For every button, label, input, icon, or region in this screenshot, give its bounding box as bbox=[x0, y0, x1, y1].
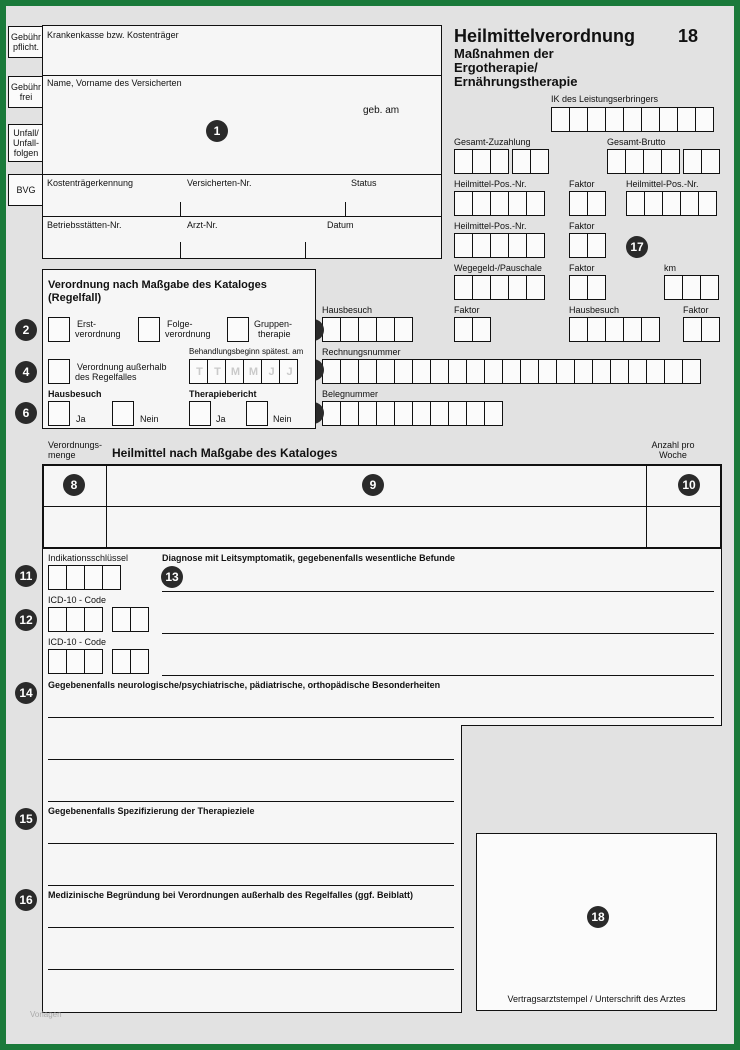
first-prescription-label bbox=[75, 319, 121, 339]
digit-cell[interactable] bbox=[66, 649, 85, 674]
form-title: Heilmittelverordnung bbox=[454, 26, 636, 46]
label-line: Erst- bbox=[77, 319, 96, 329]
digit-cell[interactable] bbox=[683, 317, 702, 342]
digit-cell[interactable] bbox=[48, 607, 67, 632]
writing-line[interactable] bbox=[162, 633, 714, 634]
digit-cell[interactable] bbox=[84, 607, 103, 632]
subtitle-line: Ernährungstherapie bbox=[454, 74, 578, 89]
ik-label: IK des Leistungserbringers bbox=[551, 94, 659, 104]
icd-field-1-ext[interactable] bbox=[112, 607, 148, 632]
receipt-number-label: Belegnummer bbox=[322, 389, 379, 399]
group-therapy-checkbox[interactable] bbox=[227, 317, 249, 342]
indication-label: Indikationsschlüssel bbox=[48, 553, 129, 563]
home-visit-field-2[interactable] bbox=[569, 317, 659, 342]
total-copay-field[interactable] bbox=[454, 149, 548, 174]
outside-regular-label bbox=[75, 362, 167, 382]
digit-cell[interactable] bbox=[569, 233, 588, 258]
insured-number-label: Versicherten-Nr. bbox=[187, 178, 252, 188]
factor-label-2: Faktor bbox=[569, 221, 595, 231]
label-line: Folge- bbox=[167, 319, 193, 329]
status-label: Status bbox=[351, 178, 377, 188]
date-digit-cell[interactable] bbox=[243, 359, 262, 384]
marker-6: 6 bbox=[15, 402, 37, 424]
icd-label-1: ICD-10 - Code bbox=[48, 595, 107, 605]
digit-cell[interactable] bbox=[358, 401, 377, 426]
digit-cell[interactable] bbox=[512, 149, 531, 174]
site-number-label: Betriebsstätten-Nr. bbox=[47, 220, 122, 230]
digit-cell[interactable] bbox=[641, 317, 660, 342]
digit-cell[interactable] bbox=[490, 149, 509, 174]
total-gross-field[interactable] bbox=[607, 149, 719, 174]
digit-cell[interactable] bbox=[538, 359, 557, 384]
digit-cell[interactable] bbox=[466, 359, 485, 384]
digit-cell[interactable] bbox=[376, 317, 395, 342]
date-digit-cell[interactable] bbox=[189, 359, 208, 384]
writing-line[interactable] bbox=[48, 885, 454, 886]
home-visit-label-2: Hausbesuch bbox=[569, 305, 620, 315]
digit-cell[interactable] bbox=[551, 107, 570, 132]
date-placeholder: M bbox=[230, 366, 241, 378]
home-visit-no-label: Nein bbox=[140, 414, 159, 424]
home-visit-heading: Hausbesuch bbox=[48, 389, 102, 399]
icd-field-2-ext[interactable] bbox=[112, 649, 148, 674]
digit-cell[interactable] bbox=[664, 359, 683, 384]
digit-cell[interactable] bbox=[130, 607, 149, 632]
form-subtitle bbox=[454, 47, 578, 89]
name-label: Name, Vorname des Versicherten bbox=[47, 78, 182, 88]
digit-cell[interactable] bbox=[508, 275, 527, 300]
marker-11: 11 bbox=[15, 565, 37, 587]
icd-field-2[interactable] bbox=[48, 649, 102, 674]
remedy-table[interactable] bbox=[42, 464, 722, 549]
digit-cell[interactable] bbox=[454, 275, 473, 300]
writing-line[interactable] bbox=[48, 801, 454, 802]
digit-cell[interactable] bbox=[322, 359, 341, 384]
digit-cell[interactable] bbox=[569, 191, 588, 216]
marker-18: 18 bbox=[587, 906, 609, 928]
marker-4: 4 bbox=[15, 361, 37, 383]
factor-field-5[interactable] bbox=[683, 317, 719, 342]
accident-checkbox[interactable] bbox=[8, 124, 44, 162]
digit-cell[interactable] bbox=[683, 149, 702, 174]
pos-number-label-1: Heilmittel-Pos.-Nr. bbox=[454, 179, 527, 189]
digit-cell[interactable] bbox=[664, 275, 683, 300]
heading-line: (Regelfall) bbox=[48, 292, 102, 304]
ik-field[interactable] bbox=[551, 107, 713, 132]
start-date-field[interactable] bbox=[189, 359, 297, 384]
digit-cell[interactable] bbox=[530, 149, 549, 174]
stamp-signature-box[interactable] bbox=[476, 833, 717, 1011]
outside-regular-checkbox[interactable] bbox=[48, 359, 70, 384]
digit-cell[interactable] bbox=[376, 401, 395, 426]
digit-cell[interactable] bbox=[322, 401, 341, 426]
digit-cell[interactable] bbox=[605, 107, 624, 132]
therapy-report-heading: Therapiebericht bbox=[189, 389, 257, 399]
digit-cell[interactable] bbox=[680, 191, 699, 216]
digit-cell[interactable] bbox=[526, 275, 545, 300]
digit-cell[interactable] bbox=[490, 233, 509, 258]
therapy-report-yes-label: Ja bbox=[216, 414, 226, 424]
digit-cell[interactable] bbox=[701, 317, 720, 342]
digit-cell[interactable] bbox=[472, 191, 491, 216]
digit-cell[interactable] bbox=[623, 107, 642, 132]
marker-15: 15 bbox=[15, 808, 37, 830]
home-visit-label-1: Hausbesuch bbox=[322, 305, 373, 315]
digit-cell[interactable] bbox=[340, 317, 359, 342]
digit-cell[interactable] bbox=[394, 317, 413, 342]
first-prescription-checkbox[interactable] bbox=[48, 317, 70, 342]
home-visit-no-checkbox[interactable] bbox=[112, 401, 134, 426]
label-line: verordnung bbox=[75, 329, 121, 339]
digit-cell[interactable] bbox=[394, 359, 413, 384]
date-placeholder: T bbox=[214, 366, 221, 378]
marker-8: 8 bbox=[63, 474, 85, 496]
date-placeholder: T bbox=[196, 366, 203, 378]
pos-number-field-3[interactable] bbox=[454, 233, 544, 258]
label-line: Woche bbox=[659, 450, 687, 460]
digit-cell[interactable] bbox=[376, 359, 395, 384]
insurer-label: Krankenkasse bzw. Kostenträger bbox=[47, 30, 179, 40]
digit-cell[interactable] bbox=[641, 107, 660, 132]
factor-field-2[interactable] bbox=[569, 233, 605, 258]
digit-cell[interactable] bbox=[454, 317, 473, 342]
remedy-heading: Heilmittel nach Maßgabe des Kataloges bbox=[112, 446, 338, 460]
digit-cell[interactable] bbox=[394, 401, 413, 426]
digit-cell[interactable] bbox=[508, 191, 527, 216]
divider bbox=[43, 75, 441, 76]
digit-cell[interactable] bbox=[520, 359, 539, 384]
digit-cell[interactable] bbox=[112, 649, 131, 674]
digit-cell[interactable] bbox=[569, 107, 588, 132]
marker-1: 1 bbox=[206, 120, 228, 142]
icd-label-2: ICD-10 - Code bbox=[48, 637, 107, 647]
tick bbox=[180, 202, 181, 216]
marker-13: 13 bbox=[161, 566, 183, 588]
digit-cell[interactable] bbox=[84, 565, 103, 590]
digit-cell[interactable] bbox=[430, 401, 449, 426]
therapy-goals-label: Gegebenenfalls Spezifizierung der Therapieziele bbox=[48, 806, 255, 816]
divider bbox=[646, 466, 647, 547]
digit-cell[interactable] bbox=[628, 359, 647, 384]
digit-cell[interactable] bbox=[84, 649, 103, 674]
digit-cell[interactable] bbox=[682, 359, 701, 384]
icd-field-1[interactable] bbox=[48, 607, 102, 632]
digit-cell[interactable] bbox=[659, 107, 678, 132]
pos-number-field-1[interactable] bbox=[454, 191, 544, 216]
invoice-number-label: Rechnungsnummer bbox=[322, 347, 401, 357]
digit-cell[interactable] bbox=[695, 107, 714, 132]
quantity-label bbox=[48, 440, 102, 460]
km-field[interactable] bbox=[664, 275, 718, 300]
digit-cell[interactable] bbox=[448, 401, 467, 426]
tick bbox=[180, 242, 181, 259]
receipt-number-field[interactable] bbox=[322, 401, 502, 426]
label-line: des Regelfalles bbox=[75, 372, 137, 382]
marker-17: 17 bbox=[626, 236, 648, 258]
group-therapy-label bbox=[254, 319, 292, 339]
digit-cell[interactable] bbox=[587, 317, 606, 342]
digit-cell[interactable] bbox=[502, 359, 521, 384]
prescription-heading bbox=[48, 279, 267, 305]
digit-cell[interactable] bbox=[587, 107, 606, 132]
digit-cell[interactable] bbox=[472, 233, 491, 258]
marker-12: 12 bbox=[15, 609, 37, 631]
followup-prescription-checkbox[interactable] bbox=[138, 317, 160, 342]
digit-cell[interactable] bbox=[607, 149, 626, 174]
digit-cell[interactable] bbox=[662, 191, 681, 216]
home-visit-yes-label: Ja bbox=[76, 414, 86, 424]
divider bbox=[44, 506, 720, 507]
digit-cell[interactable] bbox=[466, 401, 485, 426]
digit-cell[interactable] bbox=[472, 317, 491, 342]
fee-liable-label: Gebühr pflicht. bbox=[10, 32, 42, 52]
digit-cell[interactable] bbox=[569, 317, 588, 342]
digit-cell[interactable] bbox=[430, 359, 449, 384]
stamp-label: Vertragsarztstempel / Unterschrift des Arztes bbox=[507, 994, 686, 1004]
date-placeholder: J bbox=[268, 366, 275, 378]
factor-label-5: Faktor bbox=[683, 305, 709, 315]
travel-label: Wegegeld-/Pauschale bbox=[454, 263, 542, 273]
digit-cell[interactable] bbox=[623, 317, 642, 342]
footer-note: Vorlagen bbox=[30, 1010, 62, 1019]
diagnosis-label: Diagnose mit Leitsymptomatik, gegebenenfalls wesentliche Befunde bbox=[162, 553, 456, 563]
prescription-form bbox=[6, 6, 734, 1044]
bvg-checkbox[interactable] bbox=[8, 174, 44, 206]
km-label: km bbox=[664, 263, 676, 273]
marker-10: 10 bbox=[678, 474, 700, 496]
pos-number-label-3: Heilmittel-Pos.-Nr. bbox=[454, 221, 527, 231]
digit-cell[interactable] bbox=[454, 149, 473, 174]
total-copay-label: Gesamt-Zuzahlung bbox=[454, 137, 531, 147]
diagnosis-area-top bbox=[42, 549, 722, 726]
factor-label-1: Faktor bbox=[569, 179, 595, 189]
writing-line[interactable] bbox=[162, 591, 714, 592]
digit-cell[interactable] bbox=[340, 359, 359, 384]
divider bbox=[106, 466, 107, 547]
digit-cell[interactable] bbox=[701, 149, 720, 174]
label-line: Verordnungs- bbox=[48, 440, 103, 450]
factor-field-1[interactable] bbox=[569, 191, 605, 216]
digit-cell[interactable] bbox=[677, 107, 696, 132]
digit-cell[interactable] bbox=[587, 191, 606, 216]
digit-cell[interactable] bbox=[454, 233, 473, 258]
tick bbox=[345, 202, 346, 216]
travel-field[interactable] bbox=[454, 275, 544, 300]
per-week-label bbox=[643, 440, 703, 460]
justification-label: Medizinische Begründung bei Verordnungen außerhalb des Regelfalles (ggf. Beiblatt) bbox=[48, 890, 414, 900]
digit-cell[interactable] bbox=[587, 233, 606, 258]
digit-cell[interactable] bbox=[592, 359, 611, 384]
factor-field-4[interactable] bbox=[454, 317, 490, 342]
label-line: verordnung bbox=[165, 329, 211, 339]
date-digit-cell[interactable] bbox=[279, 359, 298, 384]
digit-cell[interactable] bbox=[490, 275, 509, 300]
label-line: Anzahl pro bbox=[651, 440, 695, 450]
digit-cell[interactable] bbox=[66, 607, 85, 632]
digit-cell[interactable] bbox=[610, 359, 629, 384]
indication-field[interactable] bbox=[48, 565, 120, 590]
insurer-id-label: Kostenträgerkennung bbox=[47, 178, 134, 188]
digit-cell[interactable] bbox=[698, 191, 717, 216]
marker-9: 9 bbox=[362, 474, 384, 496]
digit-cell[interactable] bbox=[605, 317, 624, 342]
digit-cell[interactable] bbox=[526, 233, 545, 258]
digit-cell[interactable] bbox=[484, 359, 503, 384]
label-line: Gruppen- bbox=[254, 319, 293, 329]
heading-line: Verordnung nach Maßgabe des Kataloges bbox=[48, 279, 267, 291]
tick bbox=[305, 242, 306, 259]
therapy-report-no-checkbox[interactable] bbox=[246, 401, 268, 426]
digit-cell[interactable] bbox=[454, 191, 473, 216]
factor-field-3[interactable] bbox=[569, 275, 605, 300]
divider bbox=[43, 216, 441, 217]
digit-cell[interactable] bbox=[626, 191, 645, 216]
digit-cell[interactable] bbox=[484, 401, 503, 426]
digit-cell[interactable] bbox=[661, 149, 680, 174]
bvg-label: BVG bbox=[16, 185, 36, 195]
digit-cell[interactable] bbox=[66, 565, 85, 590]
fee-exempt-label: Gebühr frei bbox=[10, 82, 42, 102]
digit-cell[interactable] bbox=[574, 359, 593, 384]
fee-exempt-checkbox[interactable] bbox=[8, 76, 44, 108]
marker-2: 2 bbox=[15, 319, 37, 341]
accident-label: Unfall/ Unfall-folgen bbox=[12, 128, 39, 158]
subtitle-line: Maßnahmen der bbox=[454, 46, 554, 61]
writing-line[interactable] bbox=[48, 759, 454, 760]
followup-prescription-label bbox=[165, 319, 211, 339]
home-visit-yes-checkbox[interactable] bbox=[48, 401, 70, 426]
digit-cell[interactable] bbox=[644, 191, 663, 216]
date-placeholder: M bbox=[248, 366, 259, 378]
writing-line[interactable] bbox=[48, 717, 714, 718]
digit-cell[interactable] bbox=[448, 359, 467, 384]
digit-cell[interactable] bbox=[508, 233, 527, 258]
writing-line[interactable] bbox=[48, 927, 454, 928]
digit-cell[interactable] bbox=[102, 565, 121, 590]
pos-number-label-2: Heilmittel-Pos.-Nr. bbox=[626, 179, 699, 189]
therapy-report-no-label: Nein bbox=[273, 414, 292, 424]
date-digit-cell[interactable] bbox=[207, 359, 226, 384]
digit-cell[interactable] bbox=[358, 317, 377, 342]
factor-label-4: Faktor bbox=[454, 305, 480, 315]
digit-cell[interactable] bbox=[587, 275, 606, 300]
patient-box[interactable] bbox=[42, 25, 442, 259]
digit-cell[interactable] bbox=[643, 149, 662, 174]
start-date-label: Behandlungsbeginn spätest. am bbox=[189, 347, 304, 356]
home-visit-field-1[interactable] bbox=[322, 317, 412, 342]
digit-cell[interactable] bbox=[48, 649, 67, 674]
digit-cell[interactable] bbox=[472, 149, 491, 174]
date-digit-cell[interactable] bbox=[225, 359, 244, 384]
digit-cell[interactable] bbox=[682, 275, 701, 300]
date-label: Datum bbox=[327, 220, 354, 230]
writing-line[interactable] bbox=[48, 843, 454, 844]
digit-cell[interactable] bbox=[569, 275, 588, 300]
digit-cell[interactable] bbox=[48, 565, 67, 590]
date-digit-cell[interactable] bbox=[261, 359, 280, 384]
marker-14: 14 bbox=[15, 682, 37, 704]
fee-liable-checkbox[interactable] bbox=[8, 26, 44, 58]
subtitle-line: Ergotherapie/ bbox=[454, 60, 538, 75]
digit-cell[interactable] bbox=[472, 275, 491, 300]
digit-cell[interactable] bbox=[358, 359, 377, 384]
digit-cell[interactable] bbox=[412, 359, 431, 384]
date-placeholder: J bbox=[286, 366, 293, 378]
pos-number-field-2[interactable] bbox=[626, 191, 716, 216]
digit-cell[interactable] bbox=[625, 149, 644, 174]
total-gross-label: Gesamt-Brutto bbox=[607, 137, 666, 147]
therapy-report-yes-checkbox[interactable] bbox=[189, 401, 211, 426]
label-line: therapie bbox=[258, 329, 291, 339]
digit-cell[interactable] bbox=[412, 401, 431, 426]
divider bbox=[462, 725, 722, 726]
digit-cell[interactable] bbox=[646, 359, 665, 384]
digit-cell[interactable] bbox=[700, 275, 719, 300]
digit-cell[interactable] bbox=[490, 191, 509, 216]
digit-cell[interactable] bbox=[112, 607, 131, 632]
divider bbox=[43, 174, 441, 175]
label-line: menge bbox=[48, 450, 76, 460]
marker-16: 16 bbox=[15, 889, 37, 911]
factor-label-3: Faktor bbox=[569, 263, 595, 273]
form-number: 18 bbox=[678, 26, 699, 46]
neuro-label: Gegebenenfalls neurologische/psychiatrische, pädiatrische, orthopädische Besonderheiten bbox=[48, 680, 441, 690]
digit-cell[interactable] bbox=[526, 191, 545, 216]
digit-cell[interactable] bbox=[130, 649, 149, 674]
digit-cell[interactable] bbox=[556, 359, 575, 384]
label-line: Verordnung außerhalb bbox=[77, 362, 167, 372]
doctor-number-label: Arzt-Nr. bbox=[187, 220, 218, 230]
digit-cell[interactable] bbox=[322, 317, 341, 342]
dob-label: geb. am bbox=[363, 105, 400, 116]
invoice-number-field[interactable] bbox=[322, 359, 700, 384]
writing-line[interactable] bbox=[162, 675, 714, 676]
writing-line[interactable] bbox=[48, 969, 454, 970]
digit-cell[interactable] bbox=[340, 401, 359, 426]
